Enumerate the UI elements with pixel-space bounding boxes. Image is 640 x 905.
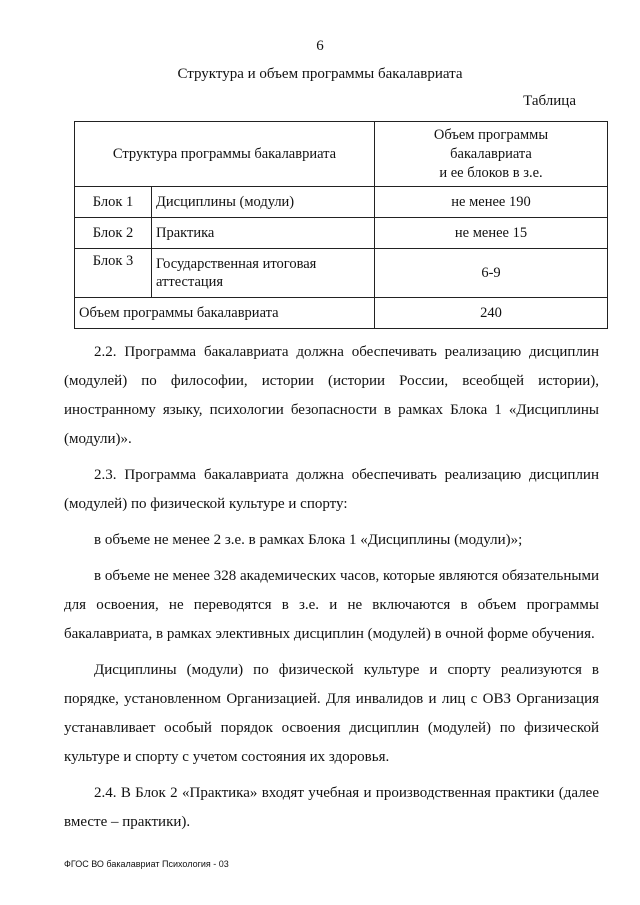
block-volume-cell: не менее 15 bbox=[375, 218, 608, 249]
table-total-row bbox=[75, 298, 608, 329]
paragraph-2-4: 2.4. В Блок 2 «Практика» входят учебная и производственная практики (далее вместе – практики). bbox=[64, 785, 599, 830]
page-title: Структура и объем программы бакалавриата bbox=[177, 66, 463, 82]
block-name-cell: Практика bbox=[152, 218, 375, 249]
total-label-cell: Объем программы бакалавриата bbox=[75, 298, 375, 329]
body-text bbox=[64, 338, 599, 837]
table-caption: Таблица bbox=[523, 93, 576, 109]
block-volume-cell: не менее 190 bbox=[375, 187, 608, 218]
page-footer: ФГОС ВО бакалавриат Психология - 03 bbox=[64, 859, 229, 869]
block-cell: Блок 3 bbox=[75, 249, 152, 298]
total-value-cell: 240 bbox=[375, 298, 608, 329]
header-volume-line: и ее блоков в з.е. bbox=[439, 164, 543, 181]
paragraph-2-3-item-1: в объеме не менее 2 з.е. в рамках Блока 1 «Дисциплины (модули)»; bbox=[94, 532, 523, 548]
table-header-volume bbox=[375, 122, 608, 187]
block-name-line: Государственная итоговая bbox=[156, 256, 317, 272]
block-name-cell bbox=[152, 249, 375, 298]
block-cell: Блок 1 bbox=[75, 187, 152, 218]
table-header-row bbox=[75, 122, 608, 187]
paragraph-2-3-item-2: в объеме не менее 328 академических часов, которые являются обязательными для освоения, не переводятся в з.е. и не включаются в объем программы бакалавриата, в рамках элективных дисциплин (модулей) в очной форме обучения. bbox=[64, 568, 599, 642]
program-structure-table bbox=[74, 121, 608, 329]
block-name-cell: Дисциплины (модули) bbox=[152, 187, 375, 218]
block-cell: Блок 2 bbox=[75, 218, 152, 249]
paragraph-pe-order: Дисциплины (модули) по физической культуре и спорту реализуются в порядке, установленном Организацией. Для инвалидов и лиц с ОВЗ Организация устанавливает особый порядок освоения дисциплин (модулей) по физической культуре и спорту с учетом состояния их здоровья. bbox=[64, 662, 599, 765]
paragraph-2-3: 2.3. Программа бакалавриата должна обеспечивать реализацию дисциплин (модулей) по физической культуре и спорту: bbox=[64, 467, 599, 512]
header-volume-line: бакалавриата bbox=[450, 145, 532, 162]
table-row bbox=[75, 218, 608, 249]
header-volume-line: Объем программы bbox=[433, 126, 549, 143]
paragraph-2-2: 2.2. Программа бакалавриата должна обеспечивать реализацию дисциплин (модулей) по философии, истории (истории России, всеобщей истории), иностранному языку, психологии безопасности в рамках Блока 1 «Дисциплины (модули)». bbox=[64, 344, 599, 447]
block-name-line: аттестация bbox=[156, 274, 224, 290]
table-row bbox=[75, 187, 608, 218]
block-volume-cell: 6-9 bbox=[375, 249, 608, 298]
table-row bbox=[75, 249, 608, 298]
table-header-structure: Структура программы бакалавриата bbox=[75, 122, 375, 187]
page-number: 6 bbox=[316, 38, 324, 54]
